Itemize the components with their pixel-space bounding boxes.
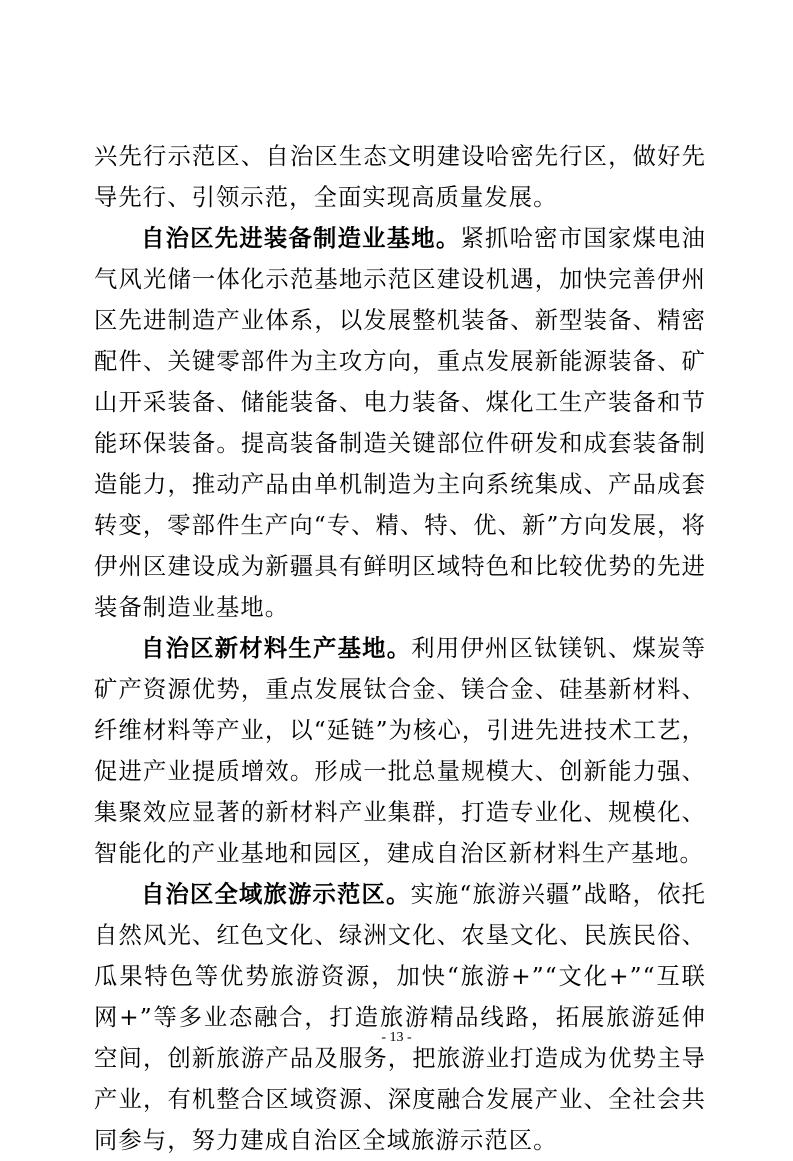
paragraph-new-materials-base — [94, 628, 706, 874]
paragraph-heading: 自治区新材料生产基地。 — [141, 635, 412, 662]
paragraph-text: 紧抓哈密市国家煤电油气风光储一体化示范基地示范区建设机遇，加快完善伊州区先进制造产业体系，以发展整机装备、新型装备、精密配件、关键零部件为主攻方向，重点发展新能源装备、矿山开采装备、储能装备、电力装备、煤化工生产装备和节能环保装备。提高装备制造关键部位件研发和成套装备制造能力，推动产品由单机制造为主向系统集成、产品成套转变，零部件生产向“专、精、特、优、新”方向发展，将伊州区建设成为新疆具有鲜明区域特色和比较优势的先进装备制造业基地。 — [94, 225, 707, 621]
paragraph-text: 利用伊州区钛镁钒、煤炭等矿产资源优势，重点发展钛合金、镁合金、硅基新材料、纤维材料等产业，以“延链”为核心，引进先进技术工艺，促进产业提质增效。形成一批总量规模大、创新能力强、集聚效应显著的新材料产业集群，打造专业化、规模化、智能化的产业基地和园区，建成自治区新材料生产基地。 — [94, 635, 706, 867]
document-body — [94, 136, 706, 1161]
paragraph-heading: 自治区全域旅游示范区。 — [141, 881, 411, 908]
page-number: - 13 - — [381, 1030, 412, 1045]
paragraph-tourism-zone — [94, 874, 706, 1161]
paragraph-equipment-base — [94, 218, 706, 628]
paragraph-heading: 自治区先进装备制造业基地。 — [141, 225, 461, 252]
paragraph-continuation — [94, 136, 706, 218]
paragraph-text: 兴先行示范区、自治区生态文明建设哈密先行区，做好先导先行、引领示范，全面实现高质量发展。 — [94, 143, 706, 211]
paragraph-text: 实施“旅游兴疆”战略，依托自然风光、红色文化、绿洲文化、农垦文化、民族民俗、瓜果特色等优势旅游资源，加快“旅游+”“文化+”“互联网+”等多业态融合，打造旅游精品线路，拓展旅游延伸空间，创新旅游产品及服务，把旅游业打造成为优势主导产业，有机整合区域资源、深度融合发展产业、全社会共同参与，努力建成自治区全域旅游示范区。 — [94, 881, 706, 1154]
